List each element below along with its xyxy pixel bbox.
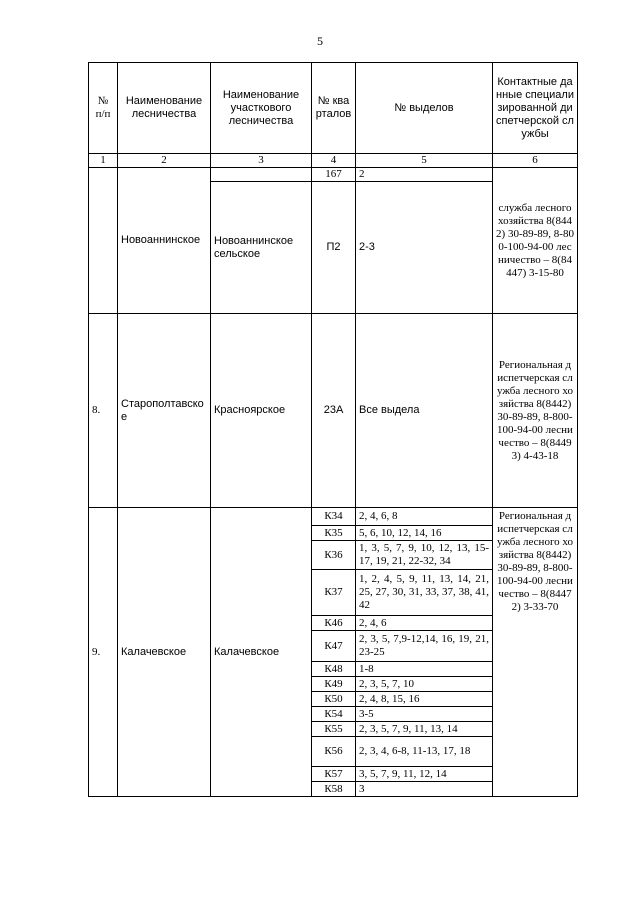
header-number: № п/п [89, 63, 118, 154]
quarter-number: К58 [312, 782, 356, 797]
plot-numbers: 2, 3, 5, 7,9-12,14, 16, 19, 21, 23-25 [356, 631, 493, 662]
column-number: 1 [89, 154, 118, 168]
plot-numbers: 1, 2, 4, 5, 9, 11, 13, 14, 21, 25, 27, 30, 31, 33, 37, 38, 41, 42 [356, 570, 493, 616]
plot-numbers: 1-8 [356, 662, 493, 677]
plot-numbers: 2, 4, 8, 15, 16 [356, 692, 493, 707]
quarter-number: К57 [312, 767, 356, 782]
contact-info: служба лесного хозяйства 8(8442) 30-89-89, 8-800-100-94-00 лесничество – 8(84447) 3-15-80 [493, 168, 578, 314]
forestry-name: Калачевское [118, 508, 211, 797]
quarter-number: К50 [312, 692, 356, 707]
column-number: 5 [356, 154, 493, 168]
quarter-number: К54 [312, 707, 356, 722]
column-number: 6 [493, 154, 578, 168]
district-name: Красноярское [211, 314, 312, 508]
plot-numbers: 2, 3, 5, 7, 9, 11, 13, 14 [356, 722, 493, 737]
district-name: Новоаннинское сельское [211, 182, 312, 314]
plot-numbers: 2, 4, 6 [356, 616, 493, 631]
table-row [89, 508, 578, 526]
district-name [211, 168, 312, 182]
quarter-number: К47 [312, 631, 356, 662]
quarter-number: К46 [312, 616, 356, 631]
quarter-number: К37 [312, 570, 356, 616]
plot-numbers: 1, 3, 5, 7, 9, 10, 12, 13, 15-17, 19, 21, 22-32, 34 [356, 541, 493, 570]
plot-numbers: Все выдела [356, 314, 493, 508]
contact-info: Региональная диспетчерская служба лесного хозяйства 8(8442) 30-89-89, 8-800-100-94-00 лесничество – 8(84472) 3-33-70 [493, 508, 578, 797]
header-row [89, 63, 578, 154]
row-number [89, 168, 118, 314]
row-number: 9. [89, 508, 118, 797]
quarter-number: К36 [312, 541, 356, 570]
quarter-number: П2 [312, 182, 356, 314]
plot-numbers: 2, 4, 6, 8 [356, 508, 493, 526]
header-quarters: № кварталов [312, 63, 356, 154]
quarter-number: К35 [312, 526, 356, 541]
quarter-number: К49 [312, 677, 356, 692]
quarter-number: К56 [312, 737, 356, 767]
column-number: 3 [211, 154, 312, 168]
plot-numbers: 2, 3, 4, 6-8, 11-13, 17, 18 [356, 737, 493, 767]
plot-numbers: 3, 5, 7, 9, 11, 12, 14 [356, 767, 493, 782]
forestry-name: Новоаннинское [118, 168, 211, 314]
header-district: Наименование участкового лесничества [211, 63, 312, 154]
column-number: 2 [118, 154, 211, 168]
header-plots: № выделов [356, 63, 493, 154]
quarter-number: 23А [312, 314, 356, 508]
quarter-number: К48 [312, 662, 356, 677]
plot-numbers: 3 [356, 782, 493, 797]
header-forestry: Наименование лесничества [118, 63, 211, 154]
forestry-name: Старополтавское [118, 314, 211, 508]
quarter-number: К55 [312, 722, 356, 737]
forestry-table [88, 62, 578, 797]
quarter-number: 167 [312, 168, 356, 182]
contact-info: Региональная диспетчерская служба лесного хозяйства 8(8442) 30-89-89, 8-800-100-94-00 лесничество – 8(84493) 4-43-18 [493, 314, 578, 508]
page-number: 5 [317, 34, 323, 48]
district-name: Калачевское [211, 508, 312, 797]
column-number-row [89, 154, 578, 168]
plot-numbers: 2-3 [356, 182, 493, 314]
quarter-number: К34 [312, 508, 356, 526]
plot-numbers: 2, 3, 5, 7, 10 [356, 677, 493, 692]
table-row [89, 314, 578, 508]
table-row [89, 168, 578, 182]
plot-numbers: 5, 6, 10, 12, 14, 16 [356, 526, 493, 541]
plot-numbers: 3-5 [356, 707, 493, 722]
header-contacts: Контактные данные специализированной диспетчерской службы [493, 63, 578, 154]
plot-numbers: 2 [356, 168, 493, 182]
column-number: 4 [312, 154, 356, 168]
row-number: 8. [89, 314, 118, 508]
